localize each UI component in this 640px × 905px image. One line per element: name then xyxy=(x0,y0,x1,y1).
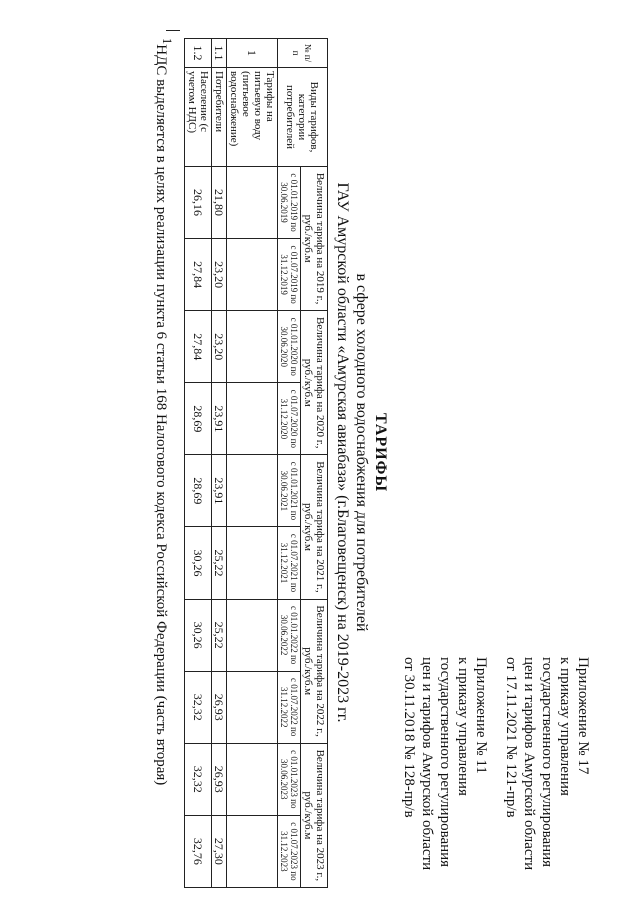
table-cell: 26,93 xyxy=(212,671,227,743)
header-period: с 01.07.2023 по 31.12.2023 xyxy=(278,815,301,887)
appendix-line: к приказу управления xyxy=(455,657,471,796)
table-cell: 27,84 xyxy=(185,239,212,311)
table-cell: 21,80 xyxy=(212,167,227,239)
row-num: 1 xyxy=(227,39,278,68)
footnote xyxy=(152,38,174,785)
footnote-text: НДС выделяется в целях реализации пункта 6 статьи 168 Налогового кодекса Российской Федерации (часть вторая) xyxy=(153,44,169,786)
header-period: с 01.01.2020 по 30.06.2020 xyxy=(278,311,301,383)
table-cell: 32,32 xyxy=(185,743,212,815)
title-main: ТАРИФЫ xyxy=(372,412,389,493)
header-period: с 01.07.2022 по 31.12.2022 xyxy=(278,671,301,743)
table-cell xyxy=(227,815,278,887)
table-cell xyxy=(227,743,278,815)
table-cell: 28,69 xyxy=(185,455,212,527)
appendix-block xyxy=(388,657,592,871)
appendix-line: цен и тарифов Амурской области xyxy=(419,657,435,871)
table-cell: 30,26 xyxy=(185,599,212,671)
header-period: с 01.07.2019 по 31.12.2019 xyxy=(278,239,301,311)
table-cell xyxy=(227,239,278,311)
header-period: с 01.01.2023 по 30.06.2023 xyxy=(278,743,301,815)
appendix-line: Приложение № 17 xyxy=(575,657,591,775)
row-name: Население (с учетом НДС) xyxy=(185,68,212,167)
table-row xyxy=(185,39,212,888)
header-period: с 01.01.2019 по 30.06.2019 xyxy=(278,167,301,239)
row-num: 1.1 xyxy=(212,39,227,68)
header-period: с 01.01.2022 по 30.06.2022 xyxy=(278,599,301,671)
header-year-2020: Величина тарифа на 2020 г., руб./куб.м xyxy=(301,311,328,455)
table-cell: 23,91 xyxy=(212,383,227,455)
margin-line xyxy=(166,30,180,31)
appendix-line: от 17.11.2021 № 121-пр/в xyxy=(503,657,519,818)
document-title xyxy=(333,0,390,905)
appendix-line: цен и тарифов Амурской области xyxy=(521,657,537,871)
table-cell: 26,93 xyxy=(212,743,227,815)
table-row xyxy=(227,39,278,888)
table-cell: 30,26 xyxy=(185,527,212,599)
table-cell: 23,20 xyxy=(212,311,227,383)
table-cell: 25,22 xyxy=(212,599,227,671)
table-cell xyxy=(227,311,278,383)
footnote-mark: 1 xyxy=(160,38,174,45)
appendix-11 xyxy=(400,657,490,871)
table-header-row xyxy=(301,39,328,888)
table-cell xyxy=(227,455,278,527)
title-line-3: ГАУ Амурской области «Амурская авиабаза» (г.Благовещенск) на 2019-2023 гг. xyxy=(334,182,351,723)
header-period: с 01.07.2020 по 31.12.2020 xyxy=(278,383,301,455)
table-cell: 25,22 xyxy=(212,527,227,599)
table-cell xyxy=(227,671,278,743)
appendix-line: государственного регулирования xyxy=(539,657,555,868)
header-num: № п/п xyxy=(278,39,328,68)
header-type: Виды тарифов, категории потребителей xyxy=(278,68,328,167)
table-row xyxy=(212,39,227,888)
table-cell: 27,84 xyxy=(185,311,212,383)
table-cell: 23,20 xyxy=(212,239,227,311)
row-num: 1.2 xyxy=(185,39,212,68)
table-cell xyxy=(227,599,278,671)
table-cell: 27,30 xyxy=(212,815,227,887)
header-period: с 01.01.2021 по 30.06.2021 xyxy=(278,455,301,527)
header-year-2021: Величина тарифа на 2021 г., руб./куб.м xyxy=(301,455,328,599)
row-name: Тарифы на питьевую воду (питьевое водоснабжение) xyxy=(227,68,278,167)
header-year-2022: Величина тарифа на 2022 г., руб./куб.м xyxy=(301,599,328,743)
table-cell xyxy=(227,167,278,239)
table-cell: 26,16 xyxy=(185,167,212,239)
table-cell xyxy=(227,527,278,599)
row-name: Потребители xyxy=(212,68,227,167)
appendix-line: к приказу управления xyxy=(557,657,573,796)
appendix-17 xyxy=(502,657,592,871)
header-period: с 01.07.2021 по 31.12.2021 xyxy=(278,527,301,599)
table-cell: 28,69 xyxy=(185,383,212,455)
table-cell xyxy=(227,383,278,455)
appendix-line: Приложение № 11 xyxy=(473,657,489,774)
table-subheader-row xyxy=(278,39,301,888)
appendix-line: от 30.11.2018 № 128-пр/в xyxy=(401,657,417,818)
appendix-line: государственного регулирования xyxy=(437,657,453,868)
title-line-2: в сфере холодного водоснабжения для потребителей xyxy=(353,273,370,632)
table-cell: 32,32 xyxy=(185,671,212,743)
header-year-2019: Величина тарифа на 2019 г., руб./куб.м xyxy=(301,167,328,311)
table-cell: 32,76 xyxy=(185,815,212,887)
table-cell: 23,91 xyxy=(212,455,227,527)
tariff-table xyxy=(184,38,328,888)
header-year-2023: Величина тарифа на 2023 г., руб./куб.м xyxy=(301,743,328,887)
